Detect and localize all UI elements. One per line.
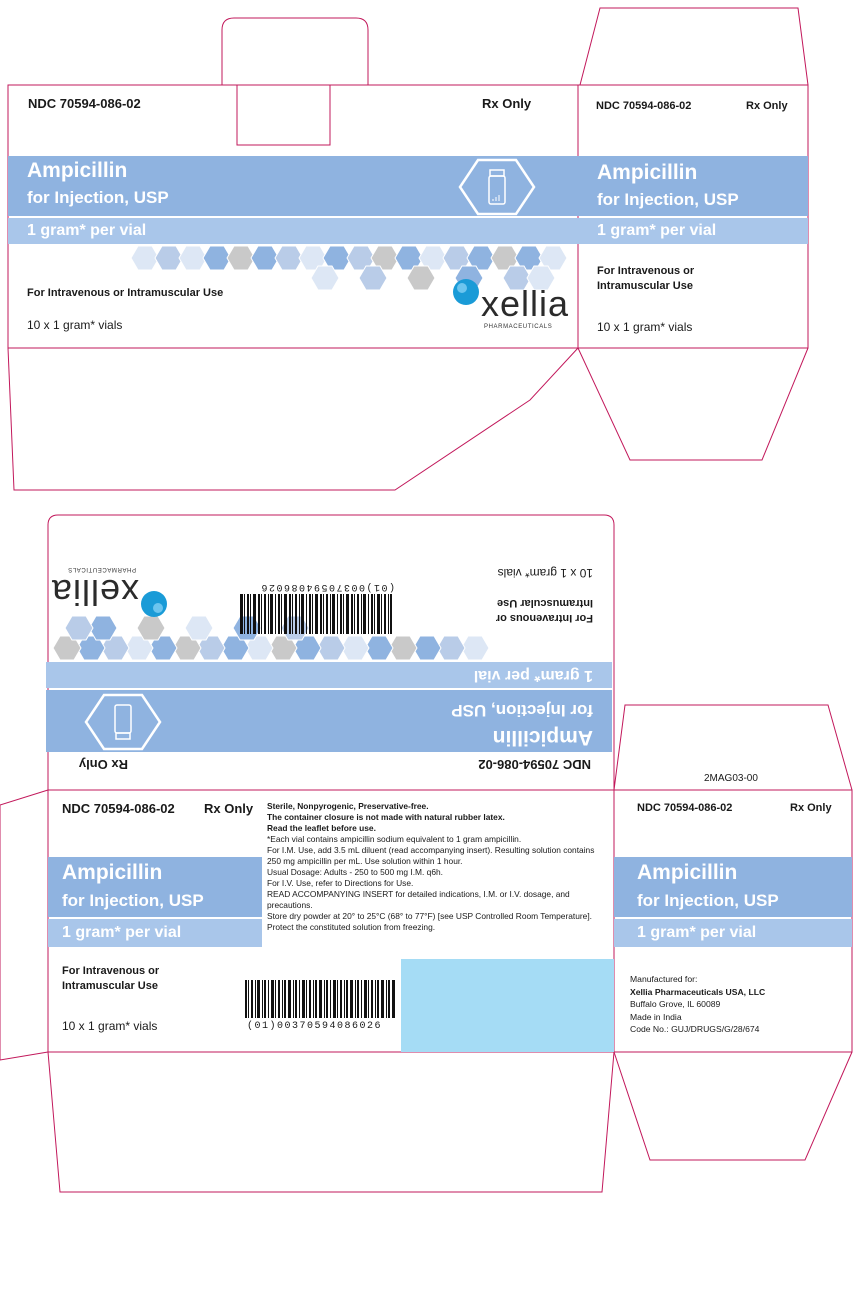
count-text: 10 x 1 gram* vials (27, 318, 123, 332)
info-line: *Each vial contains ampicillin sodium equivalent to 1 gram ampicillin. (267, 834, 522, 844)
product-form-flipped: for Injection, USP (451, 701, 593, 720)
info-line: For I.M. Use, add 3.5 mL diluent (read accompanying insert). Resulting solution contains (267, 845, 595, 855)
info-line: READ ACCOMPANYING INSERT for detailed indications, I.M. or I.V. dosage, and (267, 889, 570, 899)
mfr-line: Code No.: GUJ/DRUGS/G/28/674 (630, 1024, 760, 1034)
xellia-logo-sub: PHARMACEUTICALS (484, 324, 553, 330)
xellia-logo-icon-flipped (140, 590, 168, 618)
vial-icon-flipped (84, 692, 162, 752)
product-strength-right: 1 gram* per vial (637, 924, 757, 941)
count-text-flipped: 10 x 1 gram* vials (497, 566, 593, 580)
rx-only-right: Rx Only (790, 802, 832, 814)
product-strength-side: 1 gram* per vial (597, 222, 717, 239)
manufacturer-block (630, 973, 765, 1036)
ndc-label-right: NDC 70594-086-02 (637, 802, 733, 814)
product-strength-back: 1 gram* per vial (62, 924, 182, 941)
flap-code: 2MAG03-00 (704, 773, 758, 784)
info-line: 250 mg ampicillin per mL. Use solution within 1 hour. (267, 856, 463, 866)
ndc-label-back: NDC 70594-086-02 (62, 801, 175, 816)
mfr-line: Made in India (630, 1011, 682, 1022)
flipped-panel (0, 88, 660, 1294)
rx-only-flipped: Rx Only (78, 757, 128, 772)
product-name-back: Ampicillin (62, 861, 163, 884)
ndc-label-side: NDC 70594-086-02 (596, 100, 692, 112)
product-form-back: for Injection, USP (62, 891, 204, 910)
count-text-back: 10 x 1 gram* vials (62, 1019, 158, 1033)
product-form: for Injection, USP (27, 188, 169, 207)
product-form-right: for Injection, USP (637, 891, 779, 910)
lot-exp-box (401, 959, 614, 1052)
info-text-block (267, 801, 607, 933)
product-name-flipped: Ampicillin (492, 726, 593, 749)
route-line1-back: For Intravenous or (62, 965, 160, 977)
mfr-line: Buffalo Grove, IL 60089 (630, 999, 721, 1009)
rx-only-label: Rx Only (482, 96, 532, 111)
info-line: The container closure is not made with natural rubber latex. (267, 812, 505, 822)
info-line: For I.V. Use, refer to Directions for Use. (267, 878, 414, 888)
rx-only-back: Rx Only (204, 801, 254, 816)
barcode-number: (01)00370594086026 (247, 1021, 383, 1032)
info-line: precautions. (267, 900, 313, 910)
xellia-logo-sub-flipped: PHARMACEUTICALS (67, 566, 136, 572)
barcode-number-flipped: (01)00370594086026 (259, 581, 395, 592)
route-line1-side: For Intravenous or (597, 265, 695, 277)
product-name: Ampicillin (27, 159, 128, 182)
info-line: Store dry powder at 20° to 25°C (68° to 77°F) [see USP Controlled Room Temperature]. (267, 911, 592, 921)
info-line: Protect the constituted solution from freezing. (267, 922, 436, 932)
count-text-side: 10 x 1 gram* vials (597, 320, 693, 334)
product-name-right: Ampicillin (637, 861, 738, 884)
barcode-flipped (240, 594, 392, 634)
rx-only-side: Rx Only (746, 100, 788, 112)
product-strength: 1 gram* per vial (27, 222, 147, 239)
mfr-company: Xellia Pharmaceuticals USA, LLC (630, 986, 766, 997)
route-line2-side: Intramuscular Use (597, 280, 693, 292)
route-line1-flipped: For Intravenous or (495, 612, 593, 624)
product-form-side: for Injection, USP (597, 190, 739, 209)
route-line2-back: Intramuscular Use (62, 980, 158, 992)
info-line: Read the leaflet before use. (267, 823, 376, 833)
mfr-line: Manufactured for: (630, 974, 698, 984)
ndc-label: NDC 70594-086-02 (28, 96, 141, 111)
product-name-side: Ampicillin (597, 161, 698, 184)
xellia-logo-text: xellia (481, 283, 570, 324)
route-text: For Intravenous or Intramuscular Use (27, 287, 224, 299)
product-strength-flipped: 1 gram* per vial (473, 667, 593, 684)
xellia-logo-text-flipped: xellia (50, 572, 139, 613)
info-line: Sterile, Nonpyrogenic, Preservative-free. (267, 801, 429, 811)
route-line2-flipped: Intramuscular Use (497, 597, 593, 609)
info-line: Usual Dosage: Adults - 250 to 500 mg I.M. q6h. (267, 867, 443, 877)
barcode (245, 980, 395, 1018)
ndc-label-flipped: NDC 70594-086-02 (478, 757, 591, 772)
